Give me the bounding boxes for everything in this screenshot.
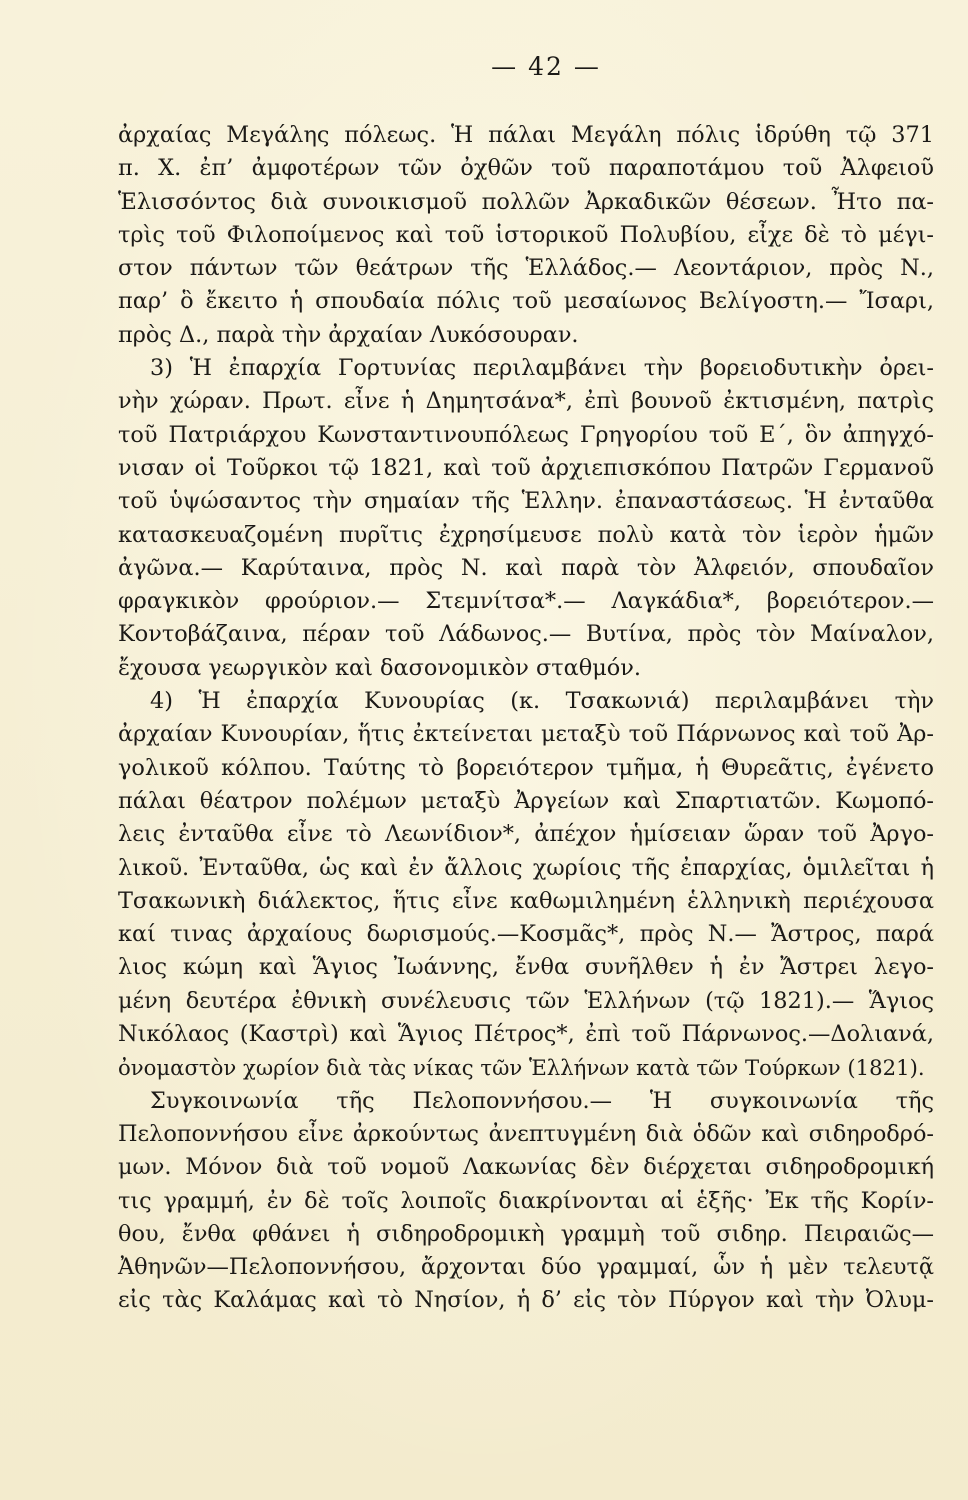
section-heading-line: 4) Ἡ ἐπαρχία Κυνουρίας (κ. Τσακωνιά) περιλαμβάνει τὴν: [150, 688, 934, 715]
text-line: λικοῦ. Ἐνταῦθα, ὡς καὶ ἐν ἄλλοις χωρίοις τῆς ἐπαρχίας, ὁμιλεῖται ἡ: [118, 854, 934, 881]
text-line: στον πάντων τῶν θεάτρων τῆς Ἑλλάδος.— Λεοντάριον, πρὸς Ν.,: [118, 255, 934, 282]
text-line: π. Χ. ἐπ’ ἀμφοτέρων τῶν ὀχθῶν τοῦ παραποτάμου τοῦ Ἀλφειοῦ: [118, 155, 934, 182]
text-line: κατασκευαζομένη πυρῖτις ἐχρησίμευσε πολὺ κατὰ τὸν ἱερὸν ἡμῶν: [118, 521, 934, 548]
text-line: φραγκικὸν φρούριον.— Στεμνίτσα*.— Λαγκάδια*, βορειότερον.—: [118, 588, 934, 615]
text-line: μένη δευτέρα ἐθνικὴ συνέλευσις τῶν Ἑλλήνων (τῷ 1821).— Ἅγιος: [118, 987, 934, 1014]
text-line: Κοντοβάζαινα, πέραν τοῦ Λάδωνος.— Βυτίνα, πρὸς τὸν Μαίναλον,: [118, 621, 934, 648]
text-line: πάλαι θέατρον πολέμων μεταξὺ Ἀργείων καὶ Σπαρτιατῶν. Κωμοπό-: [118, 787, 934, 814]
text-line: νισαν οἱ Τοῦρκοι τῷ 1821, καὶ τοῦ ἀρχιεπισκόπου Πατρῶν Γερμανοῦ: [118, 454, 934, 481]
section-heading-line: Συγκοινωνία τῆς Πελοποννήσου.— Ἡ συγκοινωνία τῆς: [150, 1087, 934, 1114]
text-line: τις γραμμή, ἐν δὲ τοῖς λοιποῖς διακρίνονται αἱ ἑξῆς· Ἐκ τῆς Κορίν-: [118, 1187, 934, 1214]
text-line: εἰς τὰς Καλάμας καὶ τὸ Νησίον, ἡ δ’ εἰς τὸν Πύργον καὶ τὴν Ὀλυμ-: [118, 1287, 934, 1314]
text-line: μων. Μόνον διὰ τοῦ νομοῦ Λακωνίας δὲν διέρχεται σιδηροδρομική: [118, 1154, 934, 1181]
text-line: τοῦ ὑψώσαντος τὴν σημαίαν τῆς Ἑλλην. ἐπαναστάσεως. Ἡ ἐνταῦθα: [118, 488, 934, 515]
text-line: Νικόλαος (Καστρὶ) καὶ Ἅγιος Πέτρος*, ἐπὶ τοῦ Πάρνωνος.—Δολιανά,: [118, 1021, 934, 1048]
body-text: [118, 119, 934, 1318]
text-line: τοῦ Πατριάρχου Κωνσταντινουπόλεως Γρηγορίου τοῦ Ε΄, ὃν ἀπηγχό-: [118, 421, 934, 448]
text-line: ἀρχαίαν Κυνουρίαν, ἥτις ἐκτείνεται μεταξὺ τοῦ Πάρνωνος καὶ τοῦ Ἀρ-: [118, 721, 934, 748]
text-line: νὴν χώραν. Πρωτ. εἶνε ἡ Δημητσάνα*, ἐπὶ βουνοῦ ἐκτισμένη, πατρὶς: [118, 388, 934, 415]
text-line: Τσακωνικὴ διάλεκτος, ἥτις εἶνε καθωμιλημένη ἑλληνικὴ περιέχουσα: [118, 887, 934, 914]
page-number: — 42 —: [491, 52, 601, 81]
text-line: ἔχουσα γεωργικὸν καὶ δασονομικὸν σταθμόν.: [118, 654, 641, 681]
text-line: Πελοποννήσου εἶνε ἀρκούντως ἀνεπτυγμένη διὰ ὁδῶν καὶ σιδηροδρό-: [118, 1120, 934, 1147]
text-line: τρὶς τοῦ Φιλοποίμενος καὶ τοῦ ἱστορικοῦ Πολυβίου, εἶχε δὲ τὸ μέγι-: [118, 221, 934, 248]
text-line: Ἑλισσόντος διὰ συνοικισμοῦ πολλῶν Ἀρκαδικῶν θέσεων. Ἦτο πα-: [118, 188, 934, 215]
text-line: γολικοῦ κόλπου. Ταύτης τὸ βορειότερον τμῆμα, ἡ Θυρεᾶτις, ἐγένετο: [118, 754, 934, 781]
section-heading-line: 3) Ἡ ἐπαρχία Γορτυνίας περιλαμβάνει τὴν βορειοδυτικὴν ὀρει-: [150, 355, 934, 382]
text-line: λιος κώμη καὶ Ἅγιος Ἰωάννης, ἔνθα συνῆλθεν ἡ ἐν Ἄστρει λεγο-: [118, 954, 934, 981]
text-line: Ἀθηνῶν—Πελοποννήσου, ἄρχονται δύο γραμμαί, ὧν ἡ μὲν τελευτᾷ: [118, 1254, 934, 1281]
text-line: ἀγῶνα.— Καρύταινα, πρὸς Ν. καὶ παρὰ τὸν Ἀλφειόν, σπουδαῖον: [118, 554, 934, 581]
text-line: ὀνομαστὸν χωρίον διὰ τὰς νίκας τῶν Ἑλλήνων κατὰ τῶν Τούρκων (1821).: [118, 1055, 925, 1081]
text-line: θου, ἔνθα φθάνει ἡ σιδηροδρομικὴ γραμμὴ τοῦ σιδηρ. Πειραιῶς—: [118, 1220, 934, 1247]
text-line: παρ’ ὃ ἔκειτο ἡ σπουδαία πόλις τοῦ μεσαίωνος Βελίγοστη.— Ἴσαρι,: [118, 288, 934, 315]
text-line: καί τινας ἀρχαίους δωρισμούς.—Κοσμᾶς*, πρὸς Ν.— Ἄστρος, παρά: [118, 921, 934, 948]
text-line: ἀρχαίας Μεγάλης πόλεως. Ἡ πάλαι Μεγάλη πόλις ἱδρύθη τῷ 371: [118, 122, 934, 148]
text-line: λεις ἐνταῦθα εἶνε τὸ Λεωνίδιον*, ἀπέχον ἡμίσειαν ὥραν τοῦ Ἀργο-: [118, 821, 934, 848]
text-line: πρὸς Δ., παρὰ τὴν ἀρχαίαν Λυκόσουραν.: [118, 321, 579, 348]
